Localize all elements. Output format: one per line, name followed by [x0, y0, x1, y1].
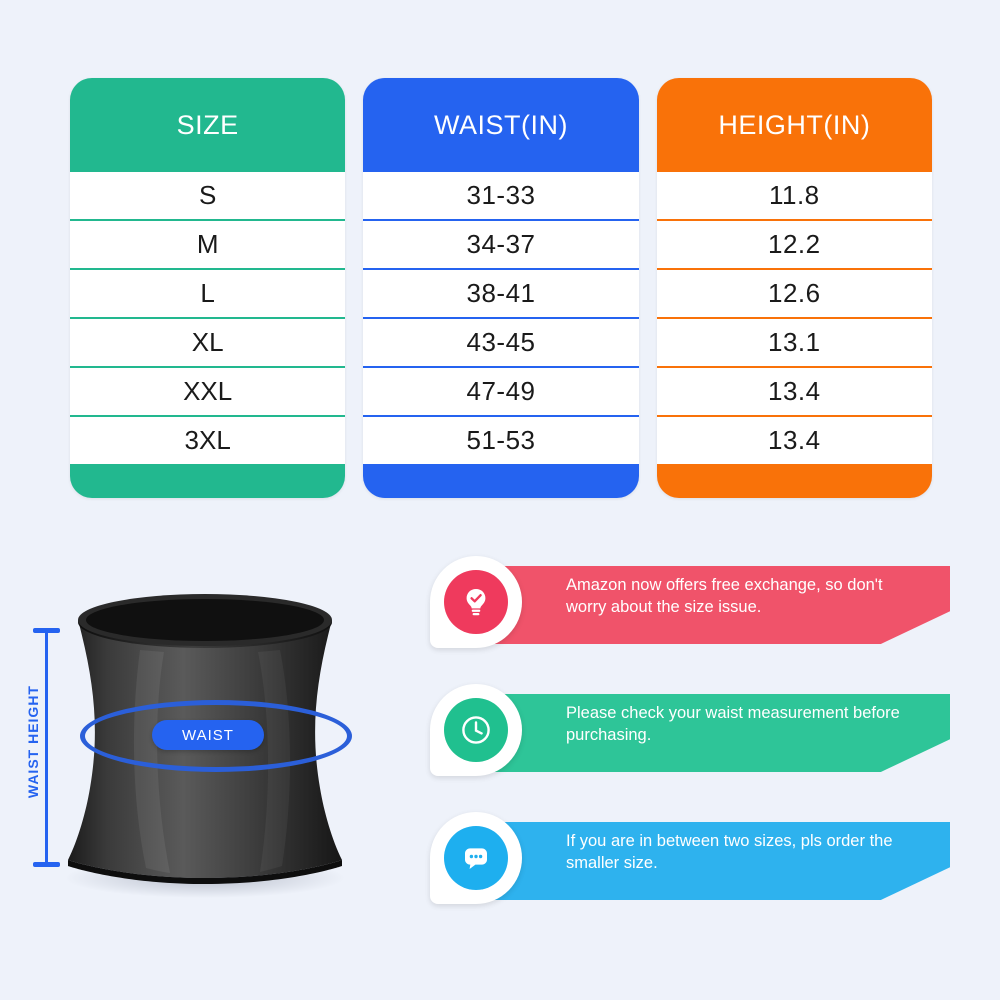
table-cell: 51-53 [363, 417, 638, 464]
table-cell: 12.2 [657, 221, 932, 268]
list-item [430, 684, 950, 780]
size-chart-column-waist [363, 78, 638, 498]
table-cell: 13.1 [657, 319, 932, 366]
lightbulb-check-icon [444, 570, 508, 634]
size-chart-column-size [70, 78, 345, 498]
table-cell: 47-49 [363, 368, 638, 415]
height-measure-line [45, 632, 48, 864]
table-cell: 31-33 [363, 172, 638, 219]
column-body-size [70, 172, 345, 498]
note-text: Please check your waist measurement before purchasing. [566, 704, 900, 744]
table-cell: L [70, 270, 345, 317]
height-measure-cap-bottom [33, 862, 60, 867]
column-header-size: SIZE [176, 109, 239, 140]
table-cell: 13.4 [657, 368, 932, 415]
table-cell: 38-41 [363, 270, 638, 317]
height-measure-cap-top [33, 628, 60, 633]
table-cell: XL [70, 319, 345, 366]
column-body-waist [363, 172, 638, 498]
table-cell: 13.4 [657, 417, 932, 464]
note-icon-bubble [430, 812, 528, 910]
table-cell: S [70, 172, 345, 219]
list-item [430, 556, 950, 652]
waist-height-label-wrap [20, 622, 46, 862]
table-cell: M [70, 221, 345, 268]
note-icon-bubble [430, 684, 528, 782]
table-cell: 12.6 [657, 270, 932, 317]
size-chart-column-height [657, 78, 932, 498]
waist-height-label: WAIST HEIGHT [25, 685, 41, 799]
column-body-height [657, 172, 932, 498]
size-chart-table [70, 78, 932, 498]
chat-bubble-icon [444, 826, 508, 890]
list-item [430, 812, 950, 908]
table-cell: XXL [70, 368, 345, 415]
table-cell: 43-45 [363, 319, 638, 366]
table-cell: 34-37 [363, 221, 638, 268]
note-text: Amazon now offers free exchange, so don't worry about the size issue. [566, 576, 883, 616]
note-text: If you are in between two sizes, pls order the smaller size. [566, 832, 893, 872]
table-cell: 11.8 [657, 172, 932, 219]
notes-list [430, 556, 970, 956]
column-header-height: HEIGHT(IN) [718, 109, 871, 140]
waist-label-badge: WAIST [152, 720, 264, 750]
note-icon-bubble [430, 556, 528, 654]
clock-icon [444, 698, 508, 762]
column-header-waist: WAIST(IN) [434, 109, 568, 140]
table-cell: 3XL [70, 417, 345, 464]
